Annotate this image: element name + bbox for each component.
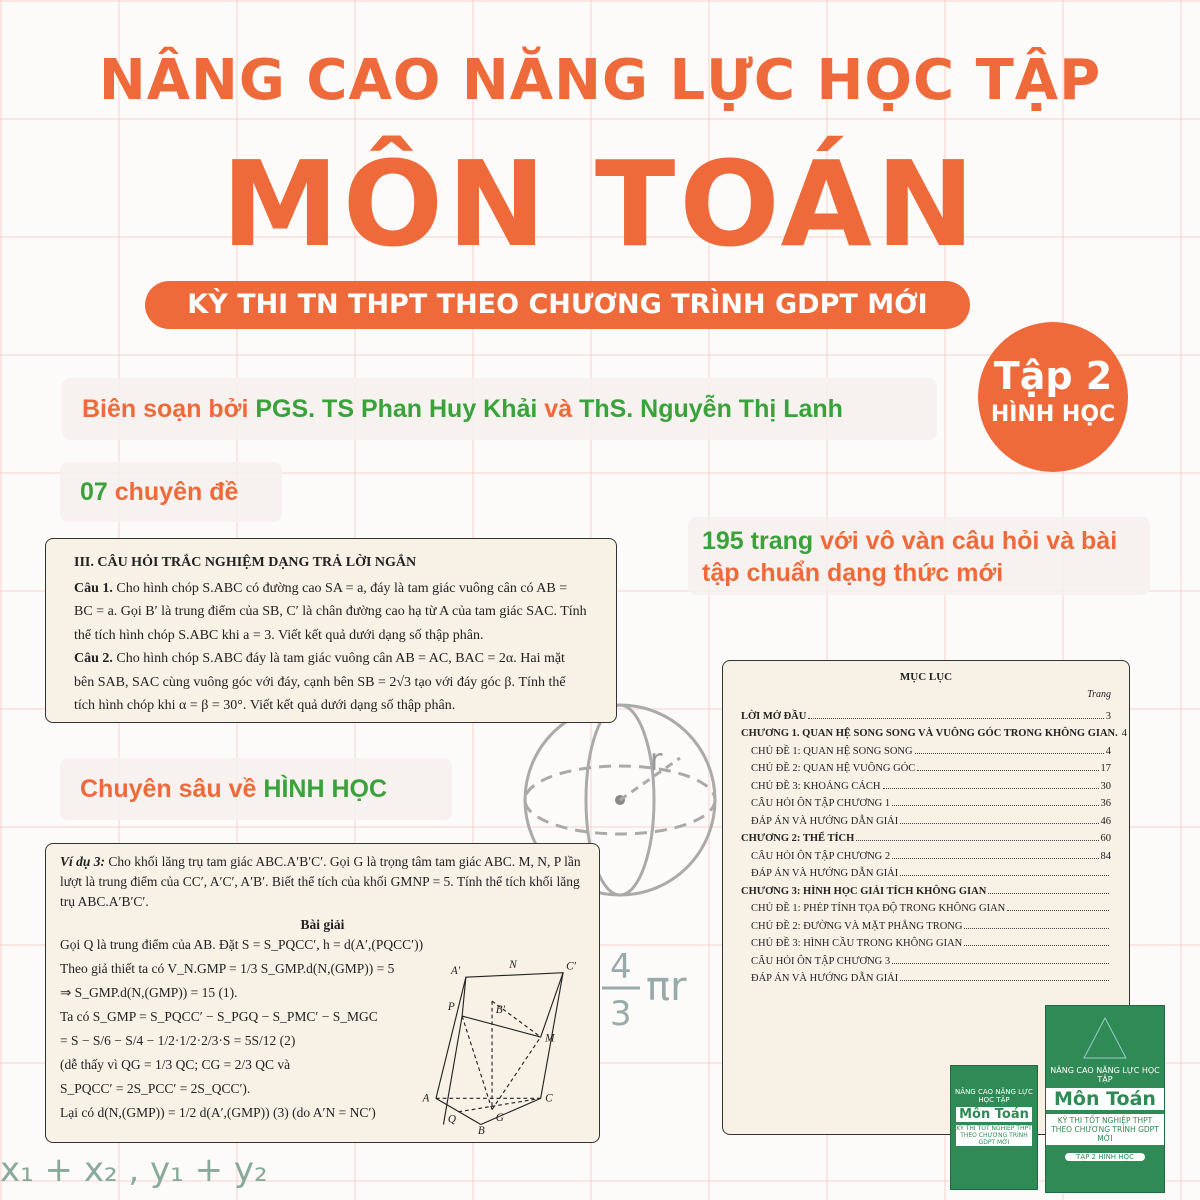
depth-feature <box>60 758 452 820</box>
toc-leader <box>892 858 1098 859</box>
solution-line: Theo giả thiết ta có V_N.GMP = 1/3 S_GMP.d(N,(GMP)) = 5 <box>60 961 395 976</box>
toc-leader <box>964 928 1109 929</box>
pt-label: Q <box>447 1113 457 1126</box>
book-title-front: Môn Toán <box>1046 1088 1164 1110</box>
count-label: chuyên đề <box>107 478 239 506</box>
toc-entry-label: CHƯƠNG 1. QUAN HỆ SONG SONG VÀ VUÔNG GÓC TRONG KHÔNG GIAN. <box>741 728 1118 739</box>
toc-entry-page: 4 <box>1105 745 1111 757</box>
toc-entry-label: CHỦ ĐỀ 1: PHÉP TÍNH TỌA ĐỘ TRONG KHÔNG GIAN <box>751 903 1006 914</box>
toc-entry <box>741 862 1111 880</box>
pages-label: với vô vàn câu hỏi và bài tập chuẩn dạng thức mới <box>702 527 1118 587</box>
toc-leader <box>900 980 1109 981</box>
solution-line: (dễ thấy vì QG = 1/3 QC; CG = 2/3 QC và <box>60 1057 291 1072</box>
toc-leader <box>915 753 1104 754</box>
excerpt-example <box>45 843 600 1143</box>
pt-label: P <box>447 1001 455 1014</box>
toc-entry <box>741 932 1111 950</box>
toc-leader <box>883 788 1099 789</box>
toc-entry-label: CHỦ ĐỀ 3: HÌNH CẦU TRONG KHÔNG GIAN <box>751 938 963 949</box>
book-series: NÂNG CAO NĂNG LỰC HỌC TẬP <box>955 1088 1033 1104</box>
toc-entry-label: ĐÁP ÁN VÀ HƯỚNG DẪN GIẢI <box>751 868 899 879</box>
toc-entry-label: CHƯƠNG 3: HÌNH HỌC GIẢI TÍCH KHÔNG GIAN <box>741 885 987 897</box>
toc-title: MỤC LỤC <box>899 671 953 683</box>
authors-joiner: và <box>537 395 580 423</box>
excerpt1-heading: III. CÂU HỎI TRẮC NGHIỆM DẠNG TRẢ LỜI NGẮN <box>74 555 417 570</box>
toc-page-header: Trang <box>1087 689 1111 700</box>
pt-label: A <box>422 1092 430 1105</box>
toc-entry <box>741 844 1111 862</box>
toc-entry <box>741 774 1111 792</box>
pages-value: 195 trang <box>702 527 814 555</box>
q1-text: Cho hình chóp S.ABC có đường cao SA = a, đáy là tam giác vuông cân có AB = BC = a. Gọi B′ là trung điểm của SB, C′ là chân đường cao hạ từ A của tam giác SAC. Tính thể tích hình chóp S.ABC khi a = 3. Viết kết quả dưới dạng số thập phân. <box>74 580 587 643</box>
toc-entry <box>741 722 1128 740</box>
toc-leader <box>900 875 1109 876</box>
toc-leader <box>917 770 1098 771</box>
topic-label: HÌNH HỌC <box>990 402 1116 427</box>
q2-label: Câu 2. <box>74 651 113 666</box>
toc-entry-label: CHỦ ĐỀ 1: QUAN HỆ SONG SONG <box>751 745 913 757</box>
toc-leader <box>964 945 1109 946</box>
volume-label: Tập 2 <box>993 354 1113 398</box>
pt-label: G <box>495 1111 504 1124</box>
book-volume: TẬP 2 HÌNH HỌC <box>1065 1153 1145 1161</box>
depth-prefix: Chuyên sâu về <box>80 775 264 803</box>
toc-entry-label: CÂU HỎI ÔN TẬP CHƯƠNG 1 <box>751 798 891 809</box>
book-cover-front <box>1045 1005 1165 1193</box>
prism-figure <box>421 956 593 1136</box>
authors-prefix: Biên soạn bởi <box>82 395 256 423</box>
toc-leader <box>808 718 1103 719</box>
example-label: Ví dụ 3: <box>60 854 106 869</box>
author-2: ThS. Nguyễn Thị Lanh <box>579 395 843 423</box>
toc-leader <box>900 823 1098 824</box>
pt-label: C′ <box>566 960 577 973</box>
toc-leader <box>988 893 1109 894</box>
pyramid-icon <box>1080 1014 1130 1062</box>
q2-text: Cho hình chóp S.ABC đáy là tam giác vuông cân AB = AC, BAC = 2α. Hai mặt bên SAB, SAC cùng vuông góc với đáy, cạnh bên SB = 2√3 tạo với đáy góc β. Tính thể tích hình chóp khi α = β = 30°. Viết kết quả dưới dạng số thập phân. <box>74 651 566 713</box>
excerpt-short-answer <box>45 538 617 723</box>
toc-leader <box>856 840 1098 841</box>
book-cover-back <box>950 1065 1038 1190</box>
pt-label: B <box>477 1125 485 1136</box>
toc-entry <box>741 897 1111 915</box>
toc-entry <box>741 792 1111 810</box>
book-subtitle-front: KỲ THI TỐT NGHIỆP THPT THEO CHƯƠNG TRÌNH GDPT MỚI <box>1046 1114 1164 1145</box>
topics-count <box>60 462 282 522</box>
solution-line: ⇒ S_GMP.d(N,(GMP)) = 15 (1). <box>60 985 238 1000</box>
toc-entry-page: 46 <box>1100 815 1111 827</box>
toc-entry-label: CHỦ ĐỀ 2: QUAN HỆ VUÔNG GÓC <box>751 763 916 774</box>
q1-label: Câu 1. <box>74 580 113 596</box>
midpoint-doodle: x₁ + x₂ , y₁ + y₂ <box>0 1150 268 1190</box>
radius-label: r <box>650 743 663 778</box>
headline-subject: MÔN TOÁN <box>221 135 979 273</box>
formula-num: 4 <box>610 947 632 987</box>
toc-leader <box>1007 910 1109 911</box>
depth-topic: HÌNH HỌC <box>263 775 388 803</box>
formula-pi: πr <box>646 964 687 1010</box>
authors-line <box>62 378 937 440</box>
toc-entry-page: 17 <box>1100 763 1111 774</box>
solution-line: Gọi Q là trung điểm của AB. Đặt S = S_PQCC′, h = d(A′,(PQCC′)) <box>60 937 424 952</box>
toc-entry-label: CHỦ ĐỀ 3: KHOẢNG CÁCH <box>751 780 881 792</box>
book-subtitle: KỲ THI TỐT NGHIỆP THPT THEO CHƯƠNG TRÌNH GDPT MỚI <box>956 1125 1032 1146</box>
solution-line: S_PQCC′ = 2S_PCC′ = 2S_QCC′). <box>60 1081 251 1096</box>
volume-badge <box>978 322 1128 472</box>
toc-entry <box>741 967 1111 985</box>
toc-entry <box>741 879 1111 897</box>
toc-entry <box>741 739 1111 757</box>
toc-entry <box>741 949 1111 967</box>
toc-entry-label: ĐÁP ÁN VÀ HƯỚNG DẪN GIẢI <box>751 815 899 827</box>
toc-entry-label: CHƯƠNG 2: THỂ TÍCH <box>741 833 855 844</box>
toc-entry <box>741 827 1111 845</box>
solution-title: Bài giải <box>300 917 345 932</box>
toc-entry-page: 84 <box>1100 850 1111 862</box>
exam-banner: KỲ THI TN THPT THEO CHƯƠNG TRÌNH GDPT MỚI <box>145 281 970 329</box>
solution-line: Lại có d(N,(GMP)) = 1/2 d(A′,(GMP)) (3) (do A′N = NC′) <box>60 1105 376 1120</box>
solution-line: Ta có S_GMP = S_PQCC′ − S_PGQ − S_PMC′ − S_MGC <box>60 1009 378 1024</box>
toc-entry-page: 4 <box>1121 728 1128 739</box>
solution-line: = S − S/6 − S/4 − 1/2·1/2·2/3·S = 5S/12 (2) <box>60 1033 296 1048</box>
toc-entry-label: CHỦ ĐỀ 2: ĐƯỜNG VÀ MẶT PHẲNG TRONG <box>751 920 963 932</box>
pt-label: B′ <box>495 1004 506 1017</box>
toc-entry-label: LỜI MỞ ĐẦU <box>741 710 807 722</box>
toc-leader <box>892 963 1109 964</box>
count-value: 07 <box>80 478 108 506</box>
toc-entry <box>741 757 1111 775</box>
book-title: Môn Toán <box>956 1107 1032 1122</box>
toc-entry <box>741 809 1111 827</box>
pt-label: N <box>509 959 517 972</box>
toc-entry-page: 3 <box>1105 710 1111 722</box>
pt-label: M <box>545 1032 555 1045</box>
toc-entry-label: ĐÁP ÁN VÀ HƯỚNG DẪN GIẢI <box>751 973 899 984</box>
toc-entry-label: CÂU HỎI ÔN TẬP CHƯƠNG 2 <box>751 850 891 862</box>
toc-entry-label: CÂU HỎI ÔN TẬP CHƯƠNG 3 <box>751 955 891 967</box>
formula-den: 3 <box>610 994 632 1034</box>
pages-feature <box>688 517 1150 595</box>
pt-label: A′ <box>450 965 461 978</box>
toc-entry <box>741 914 1111 932</box>
toc-entry-page: 30 <box>1100 780 1111 792</box>
author-1: PGS. TS Phan Huy Khải <box>255 395 538 423</box>
headline-line1: NÂNG CAO NĂNG LỰC HỌC TẬP <box>98 48 1102 113</box>
toc-leader <box>892 805 1098 806</box>
toc-entry-page: 36 <box>1100 798 1111 809</box>
book-series-front: NÂNG CAO NĂNG LỰC HỌC TẬP <box>1050 1066 1160 1084</box>
pt-label: C <box>545 1092 553 1105</box>
toc-entry <box>741 704 1111 722</box>
toc-entry-page: 60 <box>1100 833 1111 844</box>
example-problem: Cho khối lăng trụ tam giác ABC.A′B′C′. Gọi G là trọng tâm tam giác ABC. M, N, P lần lượt là trung điểm của CC′, A′C′, A′B′. Biết thể tích của khối GMNP = 5. Tính thể tích khối lăng trụ ABC.A′B′C′. <box>60 854 581 909</box>
